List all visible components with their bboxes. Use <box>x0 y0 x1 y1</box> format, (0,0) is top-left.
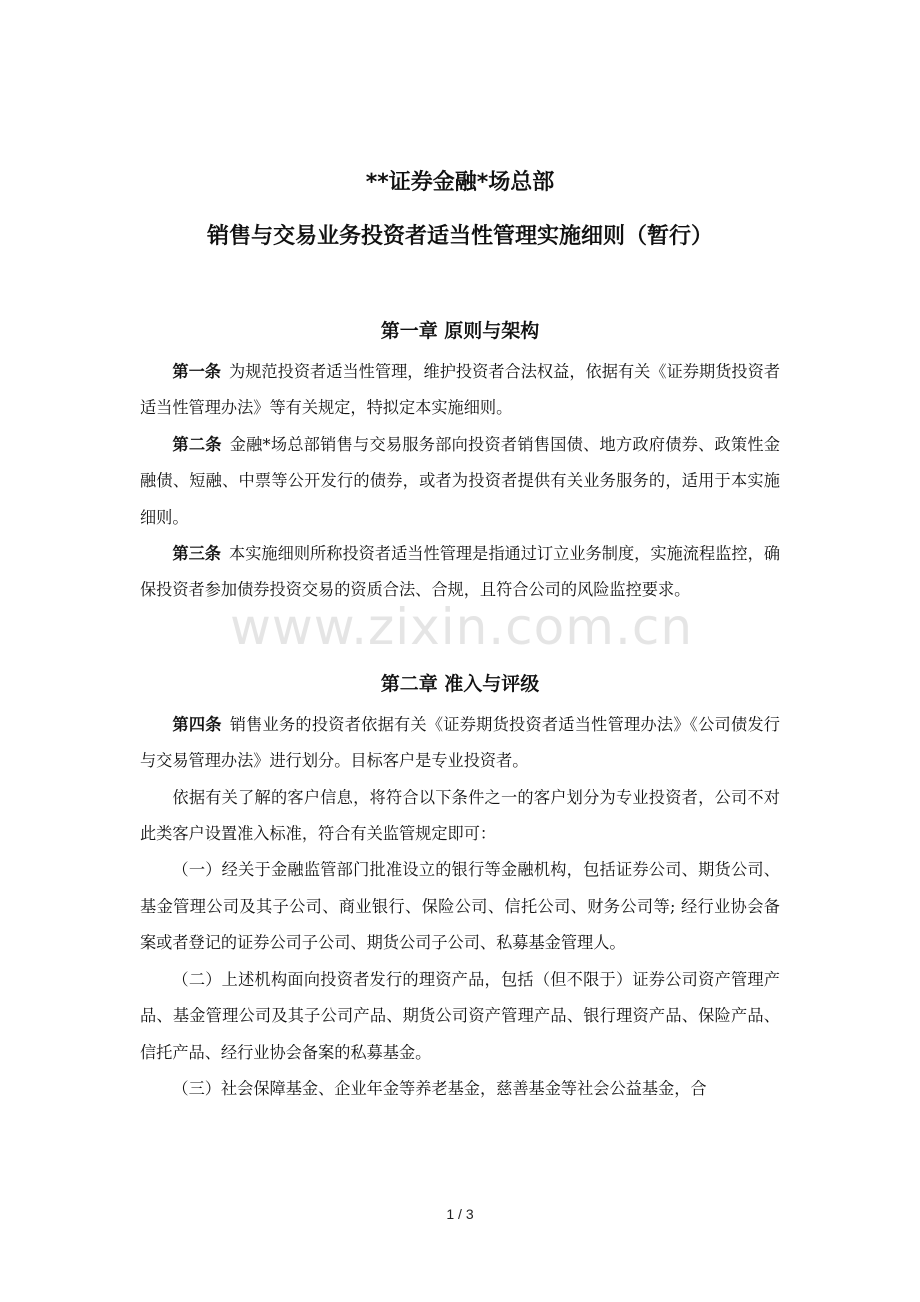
article-1 <box>140 354 780 427</box>
document-title-line1: **证券金融*场总部 <box>365 170 555 195</box>
article-label: 第四条 <box>172 714 222 734</box>
paragraph-item-2: （二）上述机构面向投资者发行的理资产品，包括（但不限于）证券公司资产管理产品、基金管理公司及其子公司产品、期货公司资产管理产品、银行理资产品、保险产品、信托产品、经行业协会备案的私募基金。 <box>140 969 780 1062</box>
document-title-line2: 销售与交易业务投资者适当性管理实施细则（暂行） <box>206 224 713 249</box>
article-4 <box>140 707 780 780</box>
article-text: 本实施细则所称投资者适当性管理是指通过订立业务制度，实施流程监控，确保投资者参加债券投资交易的资质合法、合规，且符合公司的风险监控要求。 <box>140 544 781 600</box>
article-text: 金融*场总部销售与交易服务部向投资者销售国债、地方政府债券、政策性金融债、短融、中票等公开发行的债券，或者为投资者提供有关业务服务的，适用于本实施细则。 <box>140 434 781 527</box>
chapter-1-heading: 第一章 原则与架构 <box>380 320 540 342</box>
article-3 <box>140 536 780 609</box>
article-2 <box>140 427 780 536</box>
paragraph-professional-investor-intro: 依据有关了解的客户信息，将符合以下条件之一的客户划分为专业投资者，公司不对此类客户设置准入标准，符合有关监管规定即可： <box>140 787 780 844</box>
article-text: 为规范投资者适当性管理，维护投资者合法权益，依据有关《证券期货投资者适当性管理办法》等有关规定，特拟定本实施细则。 <box>140 362 781 418</box>
page-number: 1 / 3 <box>446 1206 474 1222</box>
document-body <box>140 168 780 1107</box>
paragraph-item-1: （一）经关于金融监管部门批准设立的银行等金融机构，包括证券公司、期货公司、基金管理公司及其子公司、商业银行、保险公司、信托公司、财务公司等; 经行业协会备案或者登记的证券公司子公司、期货公司子公司、私募基金管理人。 <box>140 860 780 953</box>
chapter-2-heading: 第二章 准入与评级 <box>380 672 540 695</box>
site-watermark: www.zixin.com.cn <box>230 598 694 656</box>
article-label: 第一条 <box>172 362 222 381</box>
article-label: 第二条 <box>172 434 222 454</box>
article-label: 第三条 <box>172 544 222 564</box>
paragraph-item-3: （三）社会保障基金、企业年金等养老基金，慈善基金等社会公益基金，合 <box>172 1078 707 1098</box>
article-text: 销售业务的投资者依据有关《证券期货投资者适当性管理办法》《公司债发行与交易管理办法》进行划分。目标客户是专业投资者。 <box>140 714 780 771</box>
